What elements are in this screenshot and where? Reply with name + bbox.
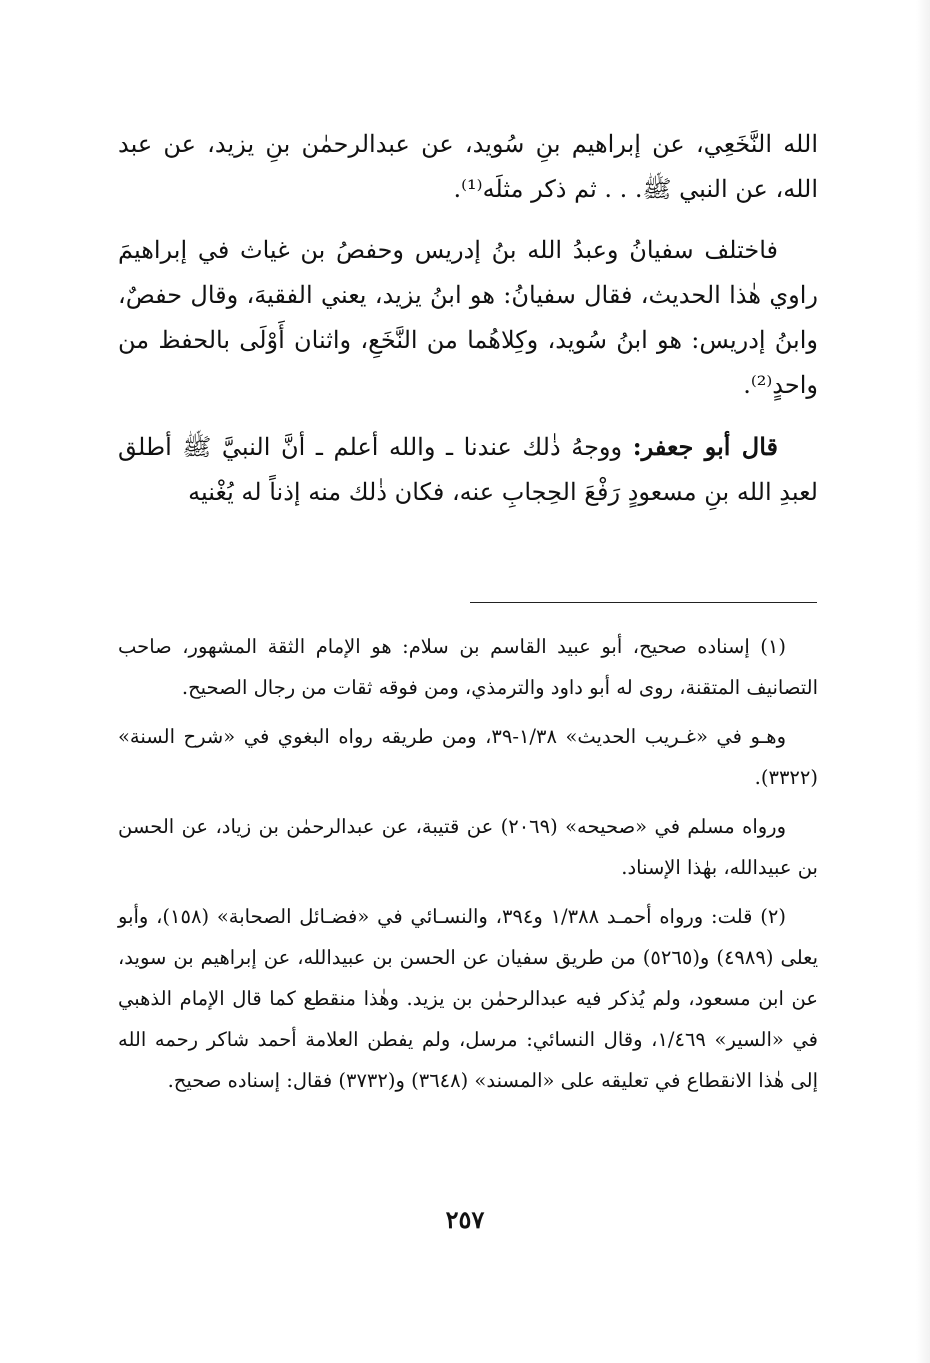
speaker-label: قال أبو جعفر:: [632, 432, 778, 461]
main-text: [118, 122, 818, 531]
footnote-1-part-3: ورواه مسلم في «صحيحه» (٢٠٦٩) عن قتيبة، عن عبدالرحمٰن بن زياد، عن الحسن بن عبيدالله، بهٰذا الإسناد.: [118, 815, 818, 879]
page-edge-shadow: [916, 0, 930, 1363]
main-paragraph-3: [118, 424, 818, 515]
footnotes: [118, 626, 818, 1109]
footnote-2: (٢) قلت: ورواه أحمـد ١/٣٨٨ و٣٩٤، والنسـائي في «فضـائل الصحابة» (١٥٨)، وأبو يعلى (٤٩٨٩) و(٥٢٦٥) من طريق سفيان عن الحسن بن عبيدالله، عن إبراهيم بن سويد، عن ابن مسعود، ولم يُذكر فيه عبدالرحمٰن بن يزيد. وهٰذا منقطع كما قال الإمام الذهبي في «السير» ١/٤٦٩، وقال النسائي: مرسل، ولم يفطن العلامة أحمد شاكر رحمه الله إلى هٰذا الانقطاع في تعليقه على «المسند» (٣٦٤٨) و(٣٧٣٢) فقال: إسناده صحيح.: [118, 905, 819, 1092]
footnote-1-part-1: (١) إسناده صحيح، أبو عبيد القاسم بن سلام: هو الإمام الثقة المشهور، صاحب التصانيف المتقنة، روى له أبو داود والترمذي، ومن فوقه ثقات من رجال الصحيح.: [118, 635, 818, 699]
footnote-1-part-2: وهـو في «غـريب الحديث» ١/٣٨-٣٩، ومن طريقه رواه البغوي في «شرح السنة» (٣٣٢٢).: [118, 725, 818, 789]
page-number: ٢٥٧: [445, 1205, 485, 1234]
main-paragraph-3-text: ووجهُ ذٰلك عندنا ـ والله أعلم ـ أنَّ النبيَّ ﷺ أطلق لعبدِ الله بنِ مسعودٍ رَفْعَ الحِجابِ عنه، فكان ذٰلك منه إذناً له يُغْنيه: [118, 433, 818, 506]
main-paragraph-2: فاختلف سفيانُ وعبدُ الله بنُ إدريس وحفصُ بن غياث في إبراهيمَ راوي هٰذا الحديث، فقال سفيانُ: هو ابنُ يزيد، يعني الفقيهَ، وقال حفصٌ، وابنُ إدريس: هو ابنُ سُويد، وكِلاهُما من النَّخَعِ، واثنان أَوْلَى بالحفظ من واحدٍ⁽²⁾.: [118, 236, 818, 399]
main-paragraph-1: الله النَّخَعِي، عن إبراهيم بنِ سُويد، عن عبدالرحمٰن بنِ يزيد، عن عبد الله، عن النبي ﷺ. . . ثم ذكر مثلَه⁽¹⁾.: [118, 130, 818, 203]
footnote-separator: [470, 602, 817, 603]
